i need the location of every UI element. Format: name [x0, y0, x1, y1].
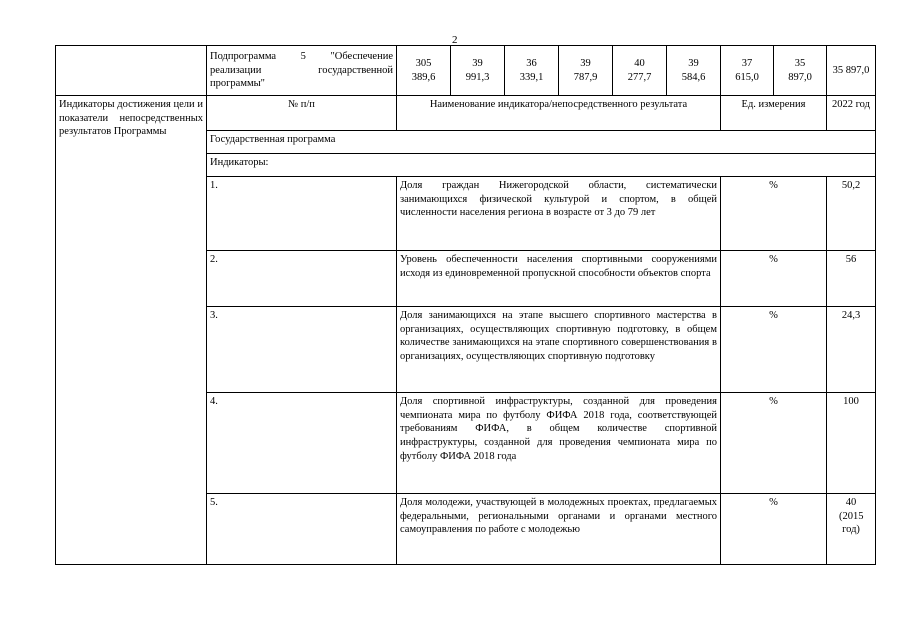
- row-value: 50,2: [827, 177, 876, 251]
- indicators-header-row: [56, 96, 876, 131]
- row-name: Доля граждан Нижегородской области, систематически занимающихся физической культурой и спортом, в общей численности населения региона в возрасте от 3 до 79 лет: [397, 177, 721, 251]
- section-indicators: Индикаторы:: [207, 154, 876, 177]
- header-num: № п/п: [207, 96, 397, 131]
- subprogram-label: Подпрограмма 5 "Обеспечение реализации государственной программы": [207, 46, 397, 96]
- section-state-program: Государственная программа: [207, 131, 876, 154]
- empty-cell: [56, 46, 207, 96]
- subprogram-value: 37 615,0: [721, 46, 774, 96]
- subprogram-value: 36 339,1: [505, 46, 559, 96]
- row-num: 3.: [207, 307, 397, 393]
- row-unit: %: [721, 307, 827, 393]
- subprogram-value: 39 991,3: [451, 46, 505, 96]
- row-value: 100: [827, 393, 876, 494]
- row-num: 5.: [207, 494, 397, 565]
- row-name: Доля занимающихся на этапе высшего спортивного мастерства в организациях, осуществляющих спортивную подготовку, в общем количестве занимающихся на этапе спортивного совершенствования в организациях, осуществляющих спортивную подготовку: [397, 307, 721, 393]
- row-unit: %: [721, 494, 827, 565]
- row-value: 40 (2015 год): [827, 494, 876, 565]
- row-num: 1.: [207, 177, 397, 251]
- row-unit: %: [721, 177, 827, 251]
- row-num: 4.: [207, 393, 397, 494]
- program-table: [55, 45, 876, 565]
- subprogram-value: 39 584,6: [667, 46, 721, 96]
- subprogram-value: 35 897,0: [774, 46, 827, 96]
- subprogram-row: [56, 46, 876, 96]
- header-name: Наименование индикатора/непосредственного результата: [397, 96, 721, 131]
- indicators-left-label: Индикаторы достижения цели и показатели непосредственных результатов Программы: [56, 96, 207, 565]
- subprogram-total: 35 897,0: [827, 46, 876, 96]
- subprogram-value: 39 787,9: [559, 46, 613, 96]
- row-name: Уровень обеспеченности населения спортивными сооружениями исходя из единовременной пропускной способности объектов спорта: [397, 251, 721, 307]
- row-unit: %: [721, 251, 827, 307]
- row-name: Доля спортивной инфраструктуры, созданной для проведения чемпионата мира по футболу ФИФА 2018 года, соответствующей требованиям ФИФА, в общем количестве спортивной инфраструктуры, созданной для проведения чемпионата мира по футболу ФИФА 2018 года: [397, 393, 721, 494]
- subprogram-value: 40 277,7: [613, 46, 667, 96]
- row-num: 2.: [207, 251, 397, 307]
- row-value: 56: [827, 251, 876, 307]
- page-number: 2: [452, 34, 458, 46]
- header-unit: Ед. измерения: [721, 96, 827, 131]
- row-value: 24,3: [827, 307, 876, 393]
- subprogram-value: 305 389,6: [397, 46, 451, 96]
- row-name: Доля молодежи, участвующей в молодежных проектах, предлагаемых федеральными, региональными органами и органами местного самоуправления по работе с молодежью: [397, 494, 721, 565]
- row-unit: %: [721, 393, 827, 494]
- header-year: 2022 год: [827, 96, 876, 131]
